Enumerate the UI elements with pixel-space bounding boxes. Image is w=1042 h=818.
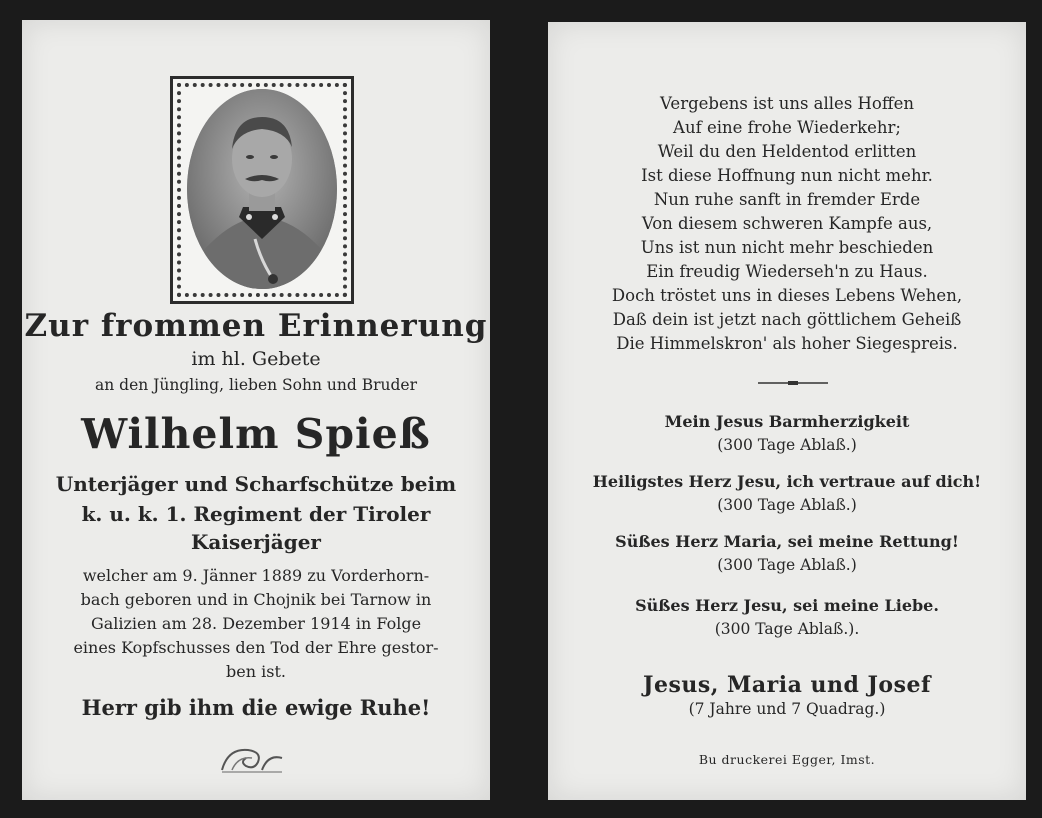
poem-line: Uns ist nun nicht mehr beschieden <box>640 238 934 257</box>
biography-line: Galizien am 28. Dezember 1914 in Folge <box>90 614 422 633</box>
biography-line: ben ist. <box>226 662 286 681</box>
rank-line: Kaiserjäger <box>191 530 321 554</box>
memorial-card-front <box>22 20 490 800</box>
closing-prayer: Herr gib ihm die ewige Ruhe! <box>81 695 431 720</box>
printer-credit: Bu druckerei Egger, Imst. <box>698 752 876 767</box>
portrait-photo <box>187 89 337 289</box>
holy-family-invocation: Jesus, Maria und Josef <box>643 672 931 698</box>
ejaculation-text: Süßes Herz Jesu, sei meine Liebe. <box>635 596 939 615</box>
ejaculation-text: Mein Jesus Barmherzigkeit <box>664 412 910 431</box>
indulgence-note: (300 Tage Ablaß.). <box>714 620 860 638</box>
holy-family-indulgence: (7 Jahre und 7 Quadrag.) <box>688 700 886 718</box>
poem-line: Vergebens ist uns alles Hoffen <box>660 94 914 113</box>
indulgence-note: (300 Tage Ablaß.) <box>717 496 857 514</box>
rank-line: k. u. k. 1. Regiment der Tiroler <box>81 502 431 526</box>
indulgence-note: (300 Tage Ablaß.) <box>717 556 857 574</box>
biography-line: eines Kopfschusses den Tod der Ehre gestor- <box>73 638 439 657</box>
indulgence-note: (300 Tage Ablaß.) <box>717 436 857 454</box>
ejaculation-text: Süßes Herz Maria, sei meine Rettung! <box>615 532 959 551</box>
poem-line: Die Himmelskron' als hoher Siegespreis. <box>616 334 958 353</box>
poem-line: Ist diese Hoffnung nun nicht mehr. <box>641 166 933 185</box>
subtitle-prayer: im hl. Gebete <box>191 348 321 370</box>
poem-line: Ein freudig Wiederseh'n zu Haus. <box>646 262 928 281</box>
poem-line: Doch tröstet uns in dieses Lebens Wehen, <box>611 286 963 305</box>
memorial-title: Zur frommen Erinnerung <box>24 308 488 344</box>
poem-line: Weil du den Heldentod erlitten <box>657 142 917 161</box>
memorial-card-back <box>548 22 1026 800</box>
poem-line: Daß dein ist jetzt nach göttlichem Geheiß <box>612 310 962 329</box>
divider-ornament-icon <box>758 381 828 385</box>
soldier-portrait-icon <box>187 89 337 289</box>
deceased-name: Wilhelm Spieß <box>81 410 431 458</box>
poem-line: Nun ruhe sanft in fremder Erde <box>653 190 921 209</box>
wave-ornament-icon <box>218 740 286 776</box>
biography-line: bach geboren und in Chojnik bei Tarnow in <box>80 590 432 609</box>
rank-line: Unterjäger und Scharfschütze beim <box>55 472 457 496</box>
poem-line: Von diesem schweren Kampfe aus, <box>641 214 933 233</box>
poem-line: Auf eine frohe Wiederkehr; <box>673 118 901 137</box>
biography-line: welcher am 9. Jänner 1889 zu Vorderhorn- <box>82 566 430 585</box>
subtitle-dedication: an den Jüngling, lieben Sohn und Bruder <box>95 376 417 394</box>
portrait-frame <box>170 76 354 304</box>
ejaculation-text: Heiligstes Herz Jesu, ich vertraue auf dich! <box>592 472 982 491</box>
